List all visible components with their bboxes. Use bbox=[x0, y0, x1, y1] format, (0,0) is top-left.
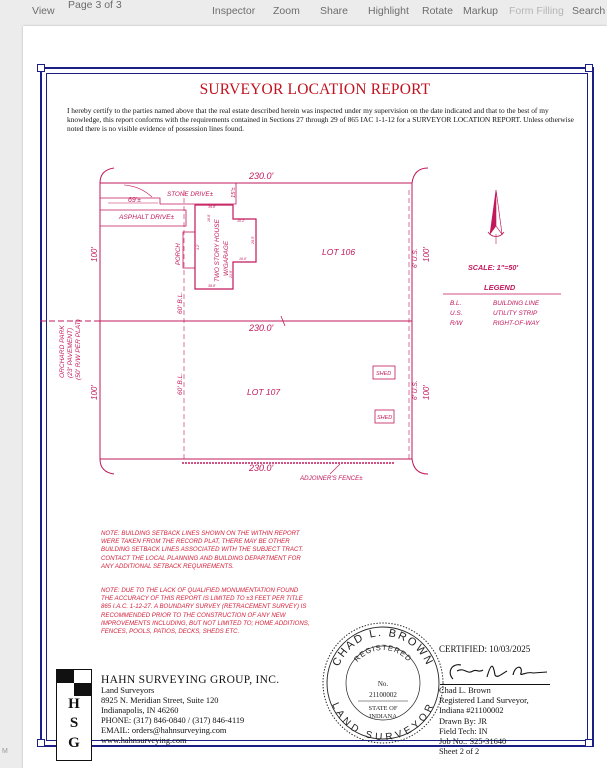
house-dim: 10.2' bbox=[237, 219, 245, 223]
legend-abbr: R/W bbox=[450, 320, 463, 327]
report-title: SURVEYOR LOCATION REPORT bbox=[199, 81, 431, 98]
sheet-number: Sheet 2 of 2 bbox=[439, 747, 480, 757]
dim-right-upper: 100' bbox=[422, 247, 431, 262]
dim-left-lower: 100' bbox=[90, 385, 99, 400]
dim-left-upper: 100' bbox=[90, 247, 99, 262]
company-address-2: Indianapolis, IN 46260 bbox=[101, 706, 179, 715]
legend-abbr: U.S. bbox=[450, 310, 463, 317]
adjoiner-fence-label: ADJOINER'S FENCE± bbox=[300, 475, 363, 482]
house-dim: 4.2' bbox=[196, 244, 200, 250]
logo-letter: G bbox=[68, 735, 80, 751]
legend-meaning: RIGHT-OF-WAY bbox=[493, 320, 540, 327]
road-pavement: (23' PAVEMENT) bbox=[67, 327, 74, 378]
seal-state: INDIANA bbox=[369, 713, 397, 720]
seal-number: 21100002 bbox=[369, 691, 397, 699]
road-right-of-way: (50' R/W PER PLAT) bbox=[75, 319, 82, 380]
signer-title: Registered Land Surveyor, bbox=[439, 696, 529, 706]
inspector-button[interactable]: Inspector bbox=[212, 5, 256, 17]
dim-15-label: 15'± bbox=[231, 187, 237, 198]
legend-meaning: BUILDING LINE bbox=[493, 300, 540, 307]
seal-name-text: CHAD L. BROWN bbox=[330, 626, 436, 669]
rotate-button[interactable]: Rotate bbox=[422, 5, 453, 17]
seal-land-surveyor-text: LAND SURVEYOR bbox=[329, 701, 437, 744]
garage-label: W/GARAGE bbox=[223, 240, 230, 276]
zoom-button[interactable]: Zoom bbox=[273, 5, 300, 17]
dim-middle-label: 230.0' bbox=[249, 323, 274, 333]
house-dim: 39.8' bbox=[208, 205, 216, 209]
markup-button[interactable]: Markup bbox=[463, 5, 499, 17]
north-arrow-icon bbox=[488, 190, 504, 244]
legend bbox=[443, 283, 561, 327]
setback-note: NOTE: BUILDING SETBACK LINES SHOWN ON THE WITHIN REPORT WERE TAKEN FROM THE RECORD PLAT, THERE MAY BE OTHER BUILDING SETBACK LINES ASSOCIATED WITH THE SUBJECT TRACT. CONTACT THE LOCAL PLANNING AND BUILDING DEPARTMENT FOR ANY ADDITIONAL SETBACK REQUIREMENTS. bbox=[101, 530, 304, 570]
form-filling-button: Form Filling bbox=[509, 5, 564, 17]
company-website[interactable]: www.hahnsurveying.com bbox=[101, 736, 187, 745]
certified-date: CERTIFIED: 10/03/2025 bbox=[439, 644, 531, 654]
signer-license: Indiana #21100002 bbox=[439, 706, 504, 716]
house-label: TWO STORY HOUSE bbox=[214, 219, 221, 282]
corner-curve bbox=[100, 459, 114, 474]
page-indicator: Page 3 of 3 bbox=[68, 0, 122, 11]
road-name: ORCHARD PARK bbox=[59, 325, 66, 378]
legend-abbr: B.L. bbox=[450, 300, 462, 307]
signer-name: Chad L. Brown bbox=[439, 686, 491, 695]
dim-top-label: 230.0' bbox=[249, 171, 274, 181]
utility-strip-lower: 6' U.S. bbox=[412, 380, 419, 400]
corner-curve bbox=[412, 168, 428, 183]
search-button[interactable]: Search bbox=[572, 5, 606, 17]
view-menu-button[interactable]: View bbox=[32, 5, 55, 17]
seal-registered-text: REGISTERED bbox=[352, 642, 414, 664]
company-name: HAHN SURVEYING GROUP, INC. bbox=[101, 674, 280, 686]
house-dim: 20.5' bbox=[251, 236, 255, 244]
seal-state-of: STATE OF bbox=[368, 705, 398, 712]
house-dim: 38.8' bbox=[208, 284, 216, 288]
window-edge-mark: M bbox=[2, 748, 8, 755]
dim-right-lower: 100' bbox=[422, 385, 431, 400]
corner-curve bbox=[100, 168, 114, 183]
stone-drive-label: STONE DRIVE± bbox=[167, 191, 214, 198]
drawn-by: Drawn By: JR bbox=[439, 716, 487, 726]
legend-meaning: UTILITY STRIP bbox=[493, 310, 538, 317]
shed-label: SHED bbox=[376, 371, 392, 377]
company-email[interactable]: EMAIL: orders@hahnsurveying.com bbox=[101, 726, 227, 735]
shed-label: SHED bbox=[377, 415, 393, 421]
house-dim: 16.0' bbox=[239, 257, 247, 261]
monumentation-note: NOTE: DUE TO THE LACK OF QUALIFIED MONUMENTATION FOUND THE ACCURACY OF THIS REPORT IS LIMITED TO ±3 FEET PER TITLE 865 I.A.C. 1-12-27. A BOUNDARY SURVEY (RETRACEMENT SURVEY) IS RECOMMENDED PRIOR TO THE CONSTRUCTION OF ANY NEW IMPROVEMENTS INCLUDING, BUT NOT LIMITED TO; HOME ADDITIONS, FENCES, POOLS, PATIOS, DECKS, SHEDS ETC. bbox=[101, 587, 310, 636]
job-number: Job No.: S25-31640 bbox=[439, 737, 507, 747]
logo-letter: H bbox=[68, 696, 80, 712]
porch bbox=[183, 232, 195, 268]
company-subtitle: Land Surveyors bbox=[101, 686, 155, 695]
corner-curve bbox=[412, 459, 428, 474]
field-tech: Field Tech: IN bbox=[439, 726, 488, 736]
scale-label: SCALE: 1"=50' bbox=[468, 263, 519, 272]
lot-107-label: LOT 107 bbox=[247, 387, 281, 397]
seal-no-label: No. bbox=[377, 680, 389, 688]
logo-letter: S bbox=[69, 715, 79, 731]
share-button[interactable]: Share bbox=[320, 5, 349, 17]
building-line-upper: 60' B.L. bbox=[177, 291, 184, 314]
highlight-button[interactable]: Highlight bbox=[368, 5, 409, 17]
drive-arc bbox=[124, 185, 152, 197]
building-line-lower: 60' B.L. bbox=[177, 372, 184, 395]
house-dim: 21.9' bbox=[229, 270, 233, 278]
lot-106-label: LOT 106 bbox=[322, 247, 356, 257]
asphalt-drive-label: ASPHALT DRIVE± bbox=[119, 214, 175, 221]
porch-label: PORCH bbox=[176, 243, 182, 265]
dim-bottom-label: 230.0' bbox=[249, 463, 274, 473]
house-dim: 16.0' bbox=[207, 214, 211, 222]
drive-69-label: 69'± bbox=[128, 197, 141, 204]
certification-text: I hereby certify to the parties named above that the real estate described herein was inspected under my supervision on the date indicated and that to the best of my knowledge, this report conforms with the requirements contained in Sections 27 through 29 of 865 IAC 1-1-12 for a SURVEYOR LOCATION REPORT. Unless otherwise noted there is no visible evidence of possession lines found. bbox=[67, 106, 574, 133]
company-phone: PHONE: (317) 846-0840 / (317) 846-4119 bbox=[101, 716, 245, 725]
legend-title: LEGEND bbox=[484, 283, 516, 292]
utility-strip-upper: 6' U.S. bbox=[412, 248, 419, 268]
company-address-1: 8925 N. Meridian Street, Suite 120 bbox=[101, 696, 219, 705]
